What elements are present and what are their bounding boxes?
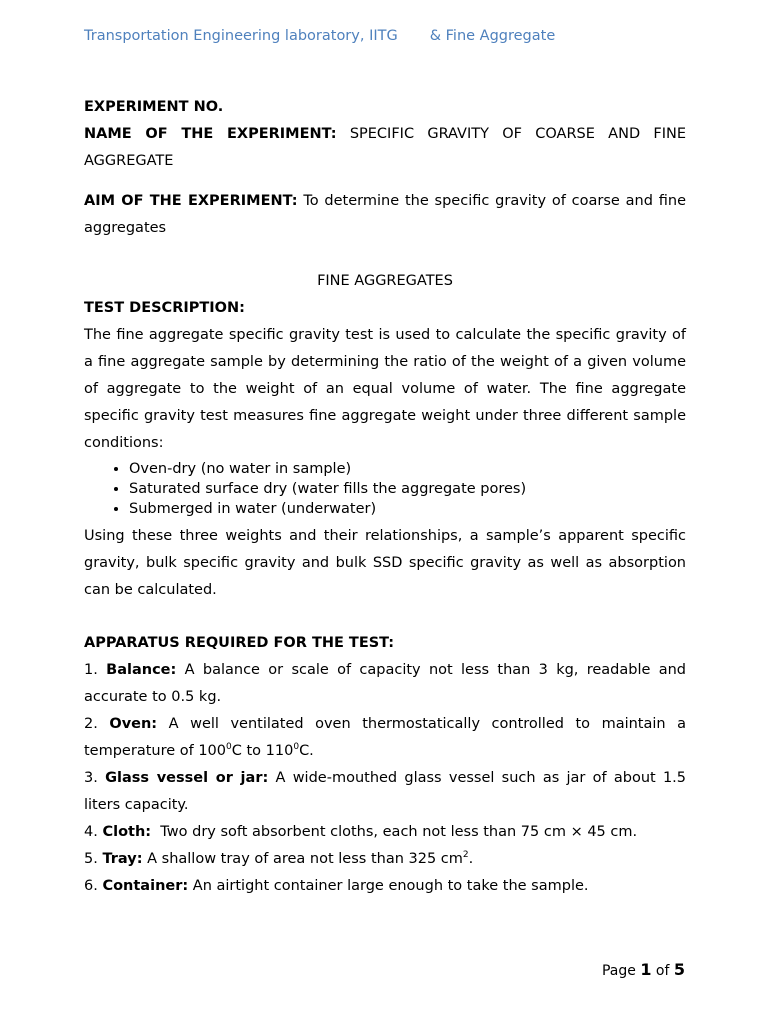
- apparatus-text: An airtight container large enough to take the sample.: [192, 878, 589, 894]
- header-lab-name: Transportation Engineering laboratory, IITG: [84, 28, 398, 44]
- apparatus-number: 6.: [84, 878, 98, 894]
- experiment-name-label: NAME OF THE EXPERIMENT:: [84, 126, 337, 142]
- apparatus-item-balance: [84, 657, 686, 711]
- apparatus-heading: APPARATUS REQUIRED FOR THE TEST:: [84, 635, 395, 651]
- apparatus-number: 1.: [84, 662, 98, 678]
- apparatus-name: Container:: [102, 878, 189, 894]
- experiment-aim-value: To determine the specific gravity of coarse and fine aggregates: [84, 193, 687, 236]
- test-description-closing: Using these three weights and their relationships, a sample’s apparent specific gravity, bulk specific gravity and bulk SSD specific gravity as well as absorption can be calculated.: [84, 528, 686, 598]
- list-item: • Oven-dry (no water in sample): [129, 459, 686, 479]
- apparatus-text: Two dry soft absorbent cloths, each not less than 75 cm × 45 cm.: [155, 824, 638, 840]
- apparatus-text: A shallow tray of area not less than 325 $cm^2$.: [147, 850, 474, 867]
- of-word: of: [655, 963, 670, 979]
- apparatus-text: A balance or scale of capacity not less than 3 kg, readable and accurate to 0.5 kg.: [84, 662, 687, 705]
- page-header: [84, 28, 555, 44]
- experiment-aim: [84, 188, 686, 242]
- apparatus-name: Balance:: [106, 662, 177, 678]
- experiment-name: [84, 121, 686, 175]
- apparatus-text: A well ventilated oven thermostatically controlled to maintain a temperature of $100^0C$ to $110^0C$.: [84, 716, 686, 759]
- section-title: FINE AGGREGATES: [317, 273, 453, 289]
- apparatus-item-glass-vessel: [84, 765, 686, 819]
- document-body: [84, 94, 686, 900]
- apparatus-name: Oven:: [109, 716, 158, 732]
- apparatus-item-cloth: [84, 819, 686, 846]
- header-topic: & Fine Aggregate: [429, 28, 556, 44]
- apparatus-number: 4.: [84, 824, 98, 840]
- apparatus-name: Cloth:: [102, 824, 152, 840]
- apparatus-item-tray: [84, 846, 686, 873]
- test-description-paragraph: The fine aggregate specific gravity test is used to calculate the specific gravity of a fine aggregate sample by determining the ratio of the weight of a given volume of aggregate to the weight of an equal volume of water. The fine aggregate specific gravity test measures fine aggregate weight under three different sample conditions:: [84, 327, 686, 451]
- page-total: 5: [673, 960, 685, 979]
- list-item: • Submerged in water (underwater): [129, 499, 686, 519]
- page-footer: [602, 960, 685, 979]
- apparatus-name: Glass vessel or jar:: [105, 770, 269, 786]
- apparatus-text: A wide-mouthed glass vessel such as jar of about 1.5 liters capacity.: [84, 770, 687, 813]
- apparatus-item-oven: [84, 711, 686, 765]
- list-item: • Saturated surface dry (water fills the aggregate pores): [129, 479, 686, 499]
- experiment-number: EXPERIMENT NO.: [84, 99, 224, 115]
- apparatus-number: 5.: [84, 851, 98, 867]
- test-description-heading: TEST DESCRIPTION:: [84, 300, 245, 316]
- sample-conditions-list: [84, 459, 686, 519]
- apparatus-number: 3.: [84, 770, 98, 786]
- page-word: Page: [601, 963, 636, 979]
- experiment-aim-label: AIM OF THE EXPERIMENT:: [84, 193, 298, 209]
- apparatus-number: 2.: [84, 716, 98, 732]
- apparatus-name: Tray:: [102, 851, 143, 867]
- experiment-name-value: SPECIFIC GRAVITY OF COARSE AND FINE AGGREGATE: [84, 126, 687, 169]
- apparatus-item-container: [84, 873, 686, 900]
- page-number: 1: [640, 960, 652, 979]
